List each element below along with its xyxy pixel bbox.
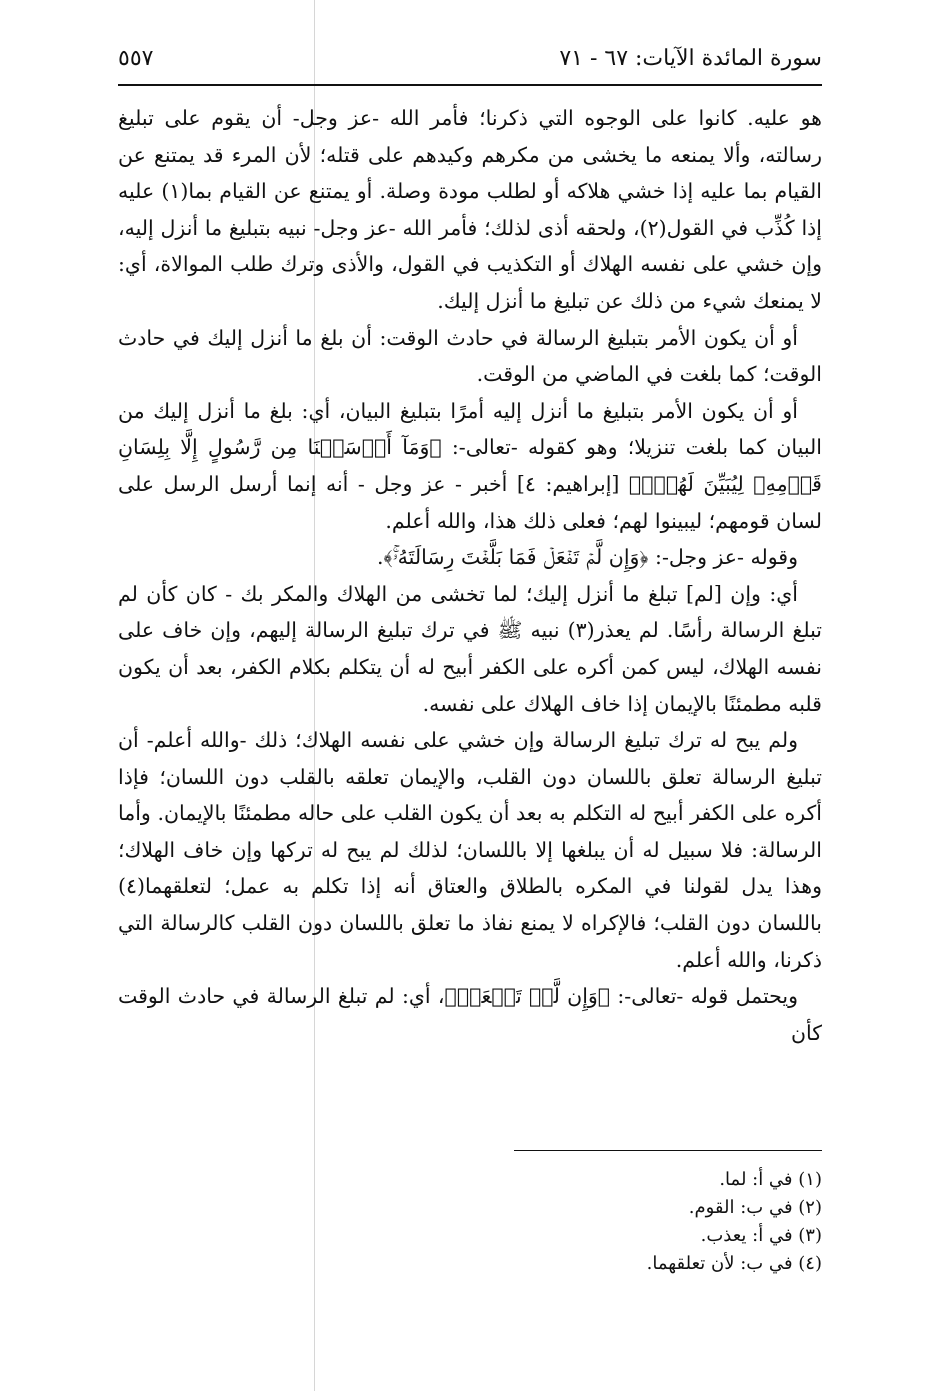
header-rule: [118, 84, 822, 86]
paragraph: هو عليه. كانوا على الوجوه التي ذكرنا؛ فأمر الله -عز وجل- أن يقوم على تبليغ رسالته، وألا يمنعه ما يخشى من مكرهم وكيدهم على قتله؛ لأن المرء قد يمتنع عن القيام بما عليه إذا خشي هلاكه أو لطلب مودة وصلة. أو يمتنع عن القيام بما(١) عليه إذا كُذِّب في القول(٢)، ولحقه أذى لذلك؛ فأمر الله -عز وجل- نبيه بتبليغ ما أنزل إليه، وإن خشي على نفسه الهلاك أو التكذيب في القول، والأذى وترك طلب الموالاة، أي: لا يمنعك شيء من ذلك عن تبليغ ما أنزل إليك.: [118, 106, 822, 313]
footnote-2: (٢) في ب: القوم.: [688, 1197, 822, 1218]
paragraph: وقوله -عز وجل-: ﴿وَإِن لَّمۡ تَفۡعَلۡ فَمَا بَلَّغۡتَ رِسَالَتَهُۥۚ﴾.: [376, 545, 798, 570]
running-title: سورة المائدة الآيات: ٦٧ - ٧١: [559, 45, 822, 71]
paragraph: ولم يبح له ترك تبليغ الرسالة وإن خشي على نفسه الهلاك؛ ذلك -والله أعلم- أن تبليغ الرسالة تعلق باللسان دون القلب، والإيمان تعلقه بالقلب دون اللسان؛ فإذا أكره على الكفر أبيح له التكلم به بعد أن يكون القلب على حاله مطمئنًا بالإيمان. وأما الرسالة: فلا سبيل له أن يبلغها إلا باللسان؛ لذلك لم يبح له تركها وإن خاف الهلاك؛ وهذا يدل لقولنا في المكره بالطلاق والعتاق أنه إذا تكلم به عمل؛ لتعلقهما(٤) باللسان دون القلب؛ فالإكراه لا يمنع نفاذ ما تعلق باللسان دون القلب كالرسالة التي ذكرنا، والله أعلم.: [118, 728, 822, 972]
page-header: [118, 38, 822, 78]
paragraph: أو أن يكون الأمر بتبليغ الرسالة في حادث الوقت: أن بلغ ما أنزل إليك في حادث الوقت؛ كما بلغت في الماضي من الوقت.: [118, 325, 822, 387]
footnotes: [118, 1166, 822, 1278]
footnote-3: (٣) في أ: يعذب.: [700, 1225, 822, 1246]
paragraph: ويحتمل قوله -تعالى-: ﴿وَإِن لَّمۡ تَفۡعَلۡ﴾، أي: لم تبلغ الرسالة في حادث الوقت كأن: [118, 984, 822, 1045]
paragraph: أو أن يكون الأمر بتبليغ ما أنزل إليه أمرًا بتبليغ البيان، أي: بلغ ما أنزل إليك من البيان كما بلغت تنزيلا؛ وهو كقوله -تعالى-: ﴿وَمَآ أَرۡسَلۡنَا مِن رَّسُولٍ إِلَّا بِلِسَانِ قَوۡمِهِۦ لِيُبَيِّنَ لَهُمۡۖ﴾ [إبراهيم: ٤] أخبر - عز وجل - أنه إنما أرسل الرسل على لسان قومهم؛ ليبينوا لهم؛ فعلى ذلك هذا، والله أعلم.: [118, 398, 822, 533]
paragraph: أي: وإن [لم] تبلغ ما أنزل إليك؛ لما تخشى من الهلاك والمكر بك - كان كأن لم تبلغ الرسالة رأسًا. لم يعذر(٣) نبيه ﷺ في ترك تبليغ الرسالة إليهم، وإن خاف على نفسه الهلاك، ليس كمن أكره على الكفر أبيح له أن يتكلم بكلام الكفر، بعد أن يكون قلبه مطمئنًا بالإيمان إذا خاف الهلاك على نفسه.: [118, 581, 822, 716]
footnote-1: (١) في أ: لما.: [719, 1169, 822, 1190]
main-text: [118, 100, 822, 1051]
footnote-separator: [514, 1150, 822, 1151]
page-number: ٥٥٧: [118, 45, 154, 71]
footnote-4: (٤) في ب: لأن تعلقهما.: [646, 1253, 822, 1274]
